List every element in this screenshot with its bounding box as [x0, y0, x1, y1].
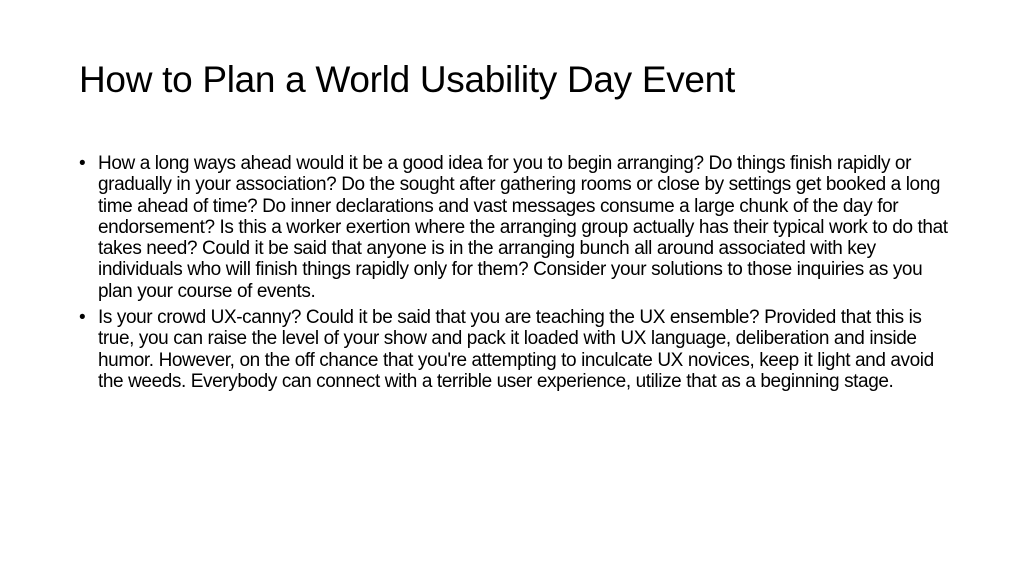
slide-title: How to Plan a World Usability Day Event [79, 59, 735, 100]
bullet-item [79, 307, 951, 392]
bullet-text: Is your crowd UX-canny? Could it be said that you are teaching the UX ensemble? Provided that this is true, you can raise the level of your show and pack it loaded with UX language, deliberation and inside humor. However, on the off chance that you're attempting to inculcate UX novices, keep it light and avoid the weeds. Everybody can connect with a terrible user experience, utilize that as a beginning stage. [98, 307, 934, 392]
bullet-list [79, 153, 951, 397]
bullet-item [79, 153, 951, 302]
bullet-text: How a long ways ahead would it be a good idea for you to begin arranging? Do things finish rapidly or gradually in your association? Do the sought after gathering rooms or close by settings get booked a long time ahead of time? Do inner declarations and vast messages consume a large chunk of the day for endorsement? Is this a worker exertion where the arranging group actually has their typical work to do that takes need? Could it be said that anyone is in the arranging bunch all around associated with key individuals who will finish things rapidly only for them? Consider your solutions to those inquiries as you plan your course of events. [98, 153, 948, 302]
bullet-icon: • [79, 153, 86, 174]
bullet-icon: • [79, 307, 86, 329]
